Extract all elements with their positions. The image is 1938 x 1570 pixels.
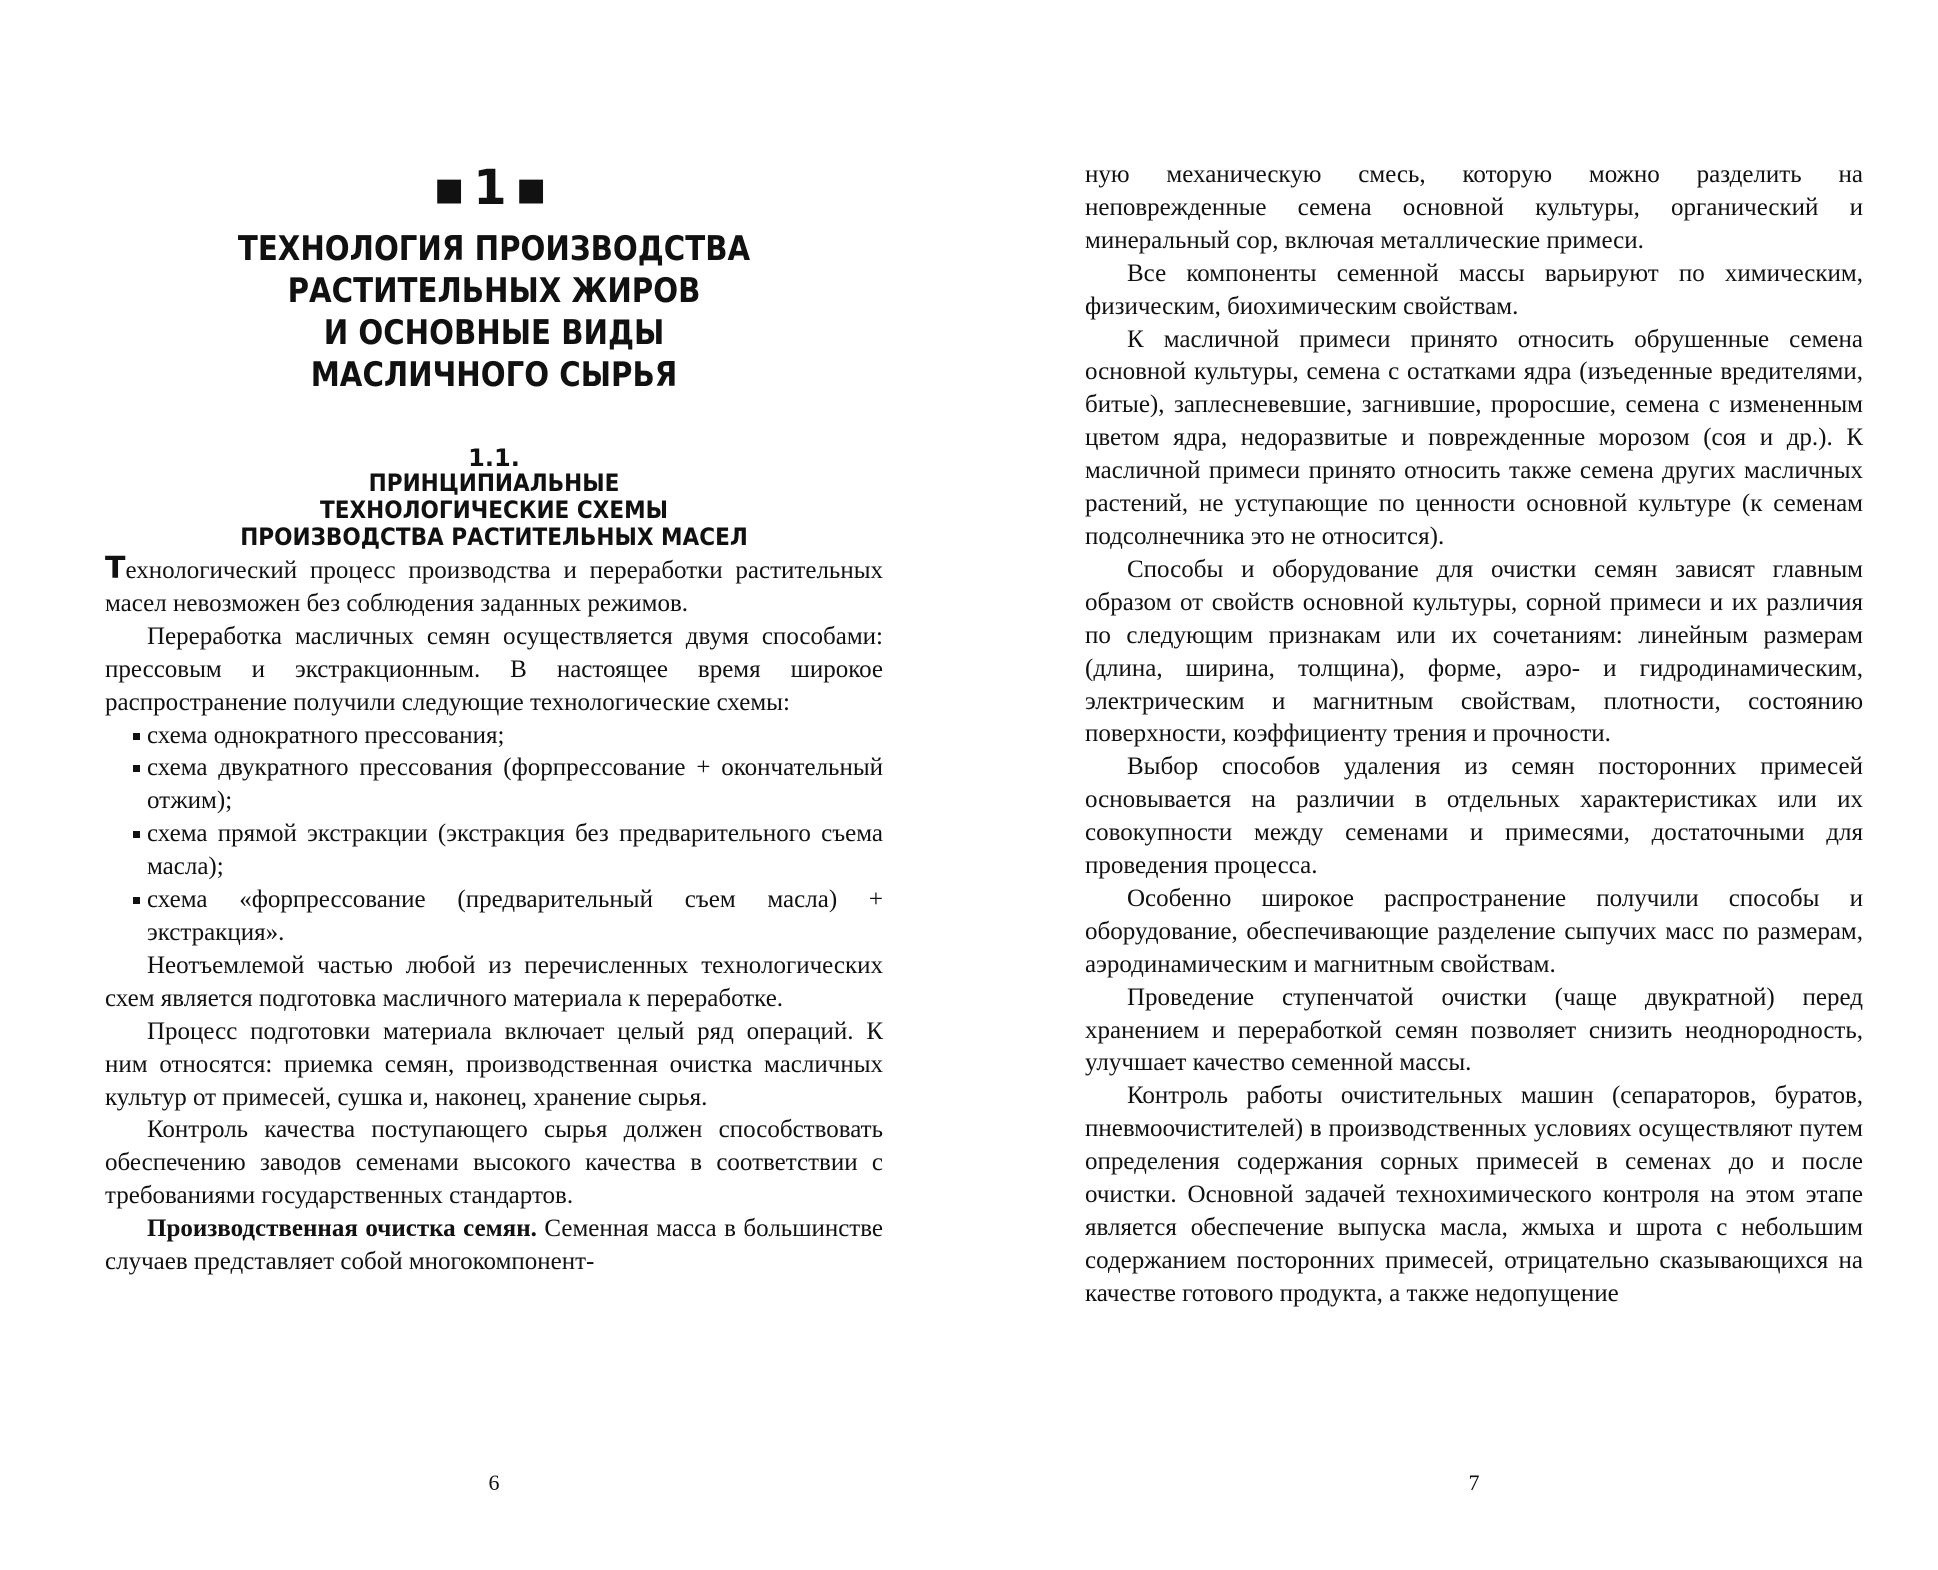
chapter-number: ▪1▪ [432, 160, 556, 216]
bullet-icon [133, 897, 140, 904]
paragraph: Переработка масличных семян осуществляется двумя способами: прессовым и экстракционным. В настоящее время широкое распространение получили следующие технологические схемы: [105, 622, 883, 716]
section-title [144, 470, 844, 551]
page-number: 6 [488, 1470, 500, 1495]
drop-cap: Т [105, 551, 126, 586]
left-body-text [105, 553, 883, 1279]
page-number: 7 [1468, 1470, 1480, 1495]
list-item-text: схема прямой экстракции (экстракция без предварительного съема масла); [147, 820, 883, 881]
paragraph: Контроль работы очистительных машин (сепараторов, буратов, пневмоочистителей) в производственных условиях осуществляют путем определения содержания сорных примесей в семенах до и после очистки. Основной задачей технохимического контроля на этом этапе является обеспечение выпуска масла, жмыха и шрота с небольшим содержанием посторонних примесей, отрицательно сказывающихся на качестве готового продукта, а также недопущение [1085, 1082, 1863, 1307]
list-item [105, 752, 883, 818]
right-body-text [1085, 159, 1863, 1311]
chapter-title [159, 228, 828, 396]
paragraph: Неотъемлемой частью любой из перечисленных технологических схем является подготовка масличного материала к переработке. [105, 951, 883, 1012]
paragraph: Выбор способов удаления из семян посторонних примесей основывается на различии в отдельных характеристиках или их совокупности между семенами и примесями, достаточными для проведения процесса. [1085, 753, 1863, 880]
section-title-line: ТЕХНОЛОГИЧЕСКИЕ СХЕМЫ [320, 496, 668, 524]
list-item [105, 884, 883, 950]
paragraph: ную механическую смесь, которую можно разделить на неповрежденные семена основной культуры, органический и минеральный сор, включая металлические примеси. [1085, 161, 1863, 254]
chapter-title-line: РАСТИТЕЛЬНЫХ ЖИРОВ [287, 271, 701, 311]
section-number: 1.1. [468, 444, 520, 472]
bullet-icon [133, 733, 140, 740]
bullet-list [105, 720, 883, 950]
list-item-text: схема однократного прессования; [147, 721, 505, 749]
paragraph-text: ехнологический процесс производства и переработки растительных масел невозможен без соблюдения заданных режимов. [105, 557, 883, 617]
paragraph [105, 1213, 883, 1279]
paragraph: К масличной примеси принято относить обрушенные семена основной культуры, семена с остатками ядра (изъеденные вредителями, битые), заплесневевшие, загнившие, проросшие, семена с измененным цветом ядра, недоразвитые и поврежденные морозом (соя и др.). К масличной примеси принято относить также семена других масличных растений, не уступающие по ценности основной культуре (к семенам подсолнечника это не относится). [1085, 325, 1863, 550]
section-title-line: ПРИНЦИПИАЛЬНЫЕ [368, 469, 620, 497]
paragraph [105, 553, 883, 621]
paragraph: Особенно широкое распространение получили способы и оборудование, обеспечивающие разделение сыпучих масс по размерам, аэродинамическим и магнитным свойствам. [1085, 884, 1863, 978]
paragraph: Способы и оборудование для очистки семян зависят главным образом от свойств основной культуры, сорной примеси и их различия по следующим признакам или их сочетаниям: линейным размерам (длина, ширина, толщина), форме, аэро- и гидродинамическим, электрическим и магнитным свойствам, плотности, состоянию поверхности, коэффициенту трения и прочности. [1085, 555, 1863, 748]
list-item [105, 720, 883, 753]
chapter-title-line: И ОСНОВНЫЕ ВИДЫ [323, 313, 665, 353]
chapter-title-line: МАСЛИЧНОГО СЫРЬЯ [310, 355, 678, 395]
paragraph: Процесс подготовки материала включает целый ряд операций. К ним относятся: приемка семян, производственная очистка масличных культур от примесей, сушка и, наконец, хранение сырья. [105, 1017, 883, 1111]
paragraph-text: Семенная масса в большинстве случаев представляет собой многокомпонент- [105, 1215, 883, 1276]
section-title-line: ПРОИЗВОДСТВА РАСТИТЕЛЬНЫХ МАСЕЛ [240, 523, 748, 551]
bullet-icon [133, 765, 140, 772]
list-item [105, 818, 883, 884]
list-item-text: схема «форпрессование (предварительный съем масла) + экстракция». [147, 886, 883, 946]
paragraph: Проведение ступенчатой очистки (чаще двукратной) перед хранением и переработкой семян позволяет снизить неоднородность, улучшает качество семенной массы. [1085, 983, 1863, 1077]
paragraph: Контроль качества поступающего сырья должен способствовать обеспечению заводов семенами высокого качества в соответствии с требованиями государственных стандартов. [105, 1116, 883, 1210]
paragraph: Все компоненты семенной массы варьируют по химическим, физическим, биохимическим свойствам. [1085, 259, 1863, 320]
bullet-icon [133, 831, 140, 838]
chapter-title-line: ТЕХНОЛОГИЯ ПРОИЗВОДСТВА [237, 229, 751, 269]
list-item-text: схема двукратного прессования (форпрессование + окончательный отжим); [147, 754, 883, 815]
bold-run-in-heading: Производственная очистка семян. [147, 1215, 537, 1243]
